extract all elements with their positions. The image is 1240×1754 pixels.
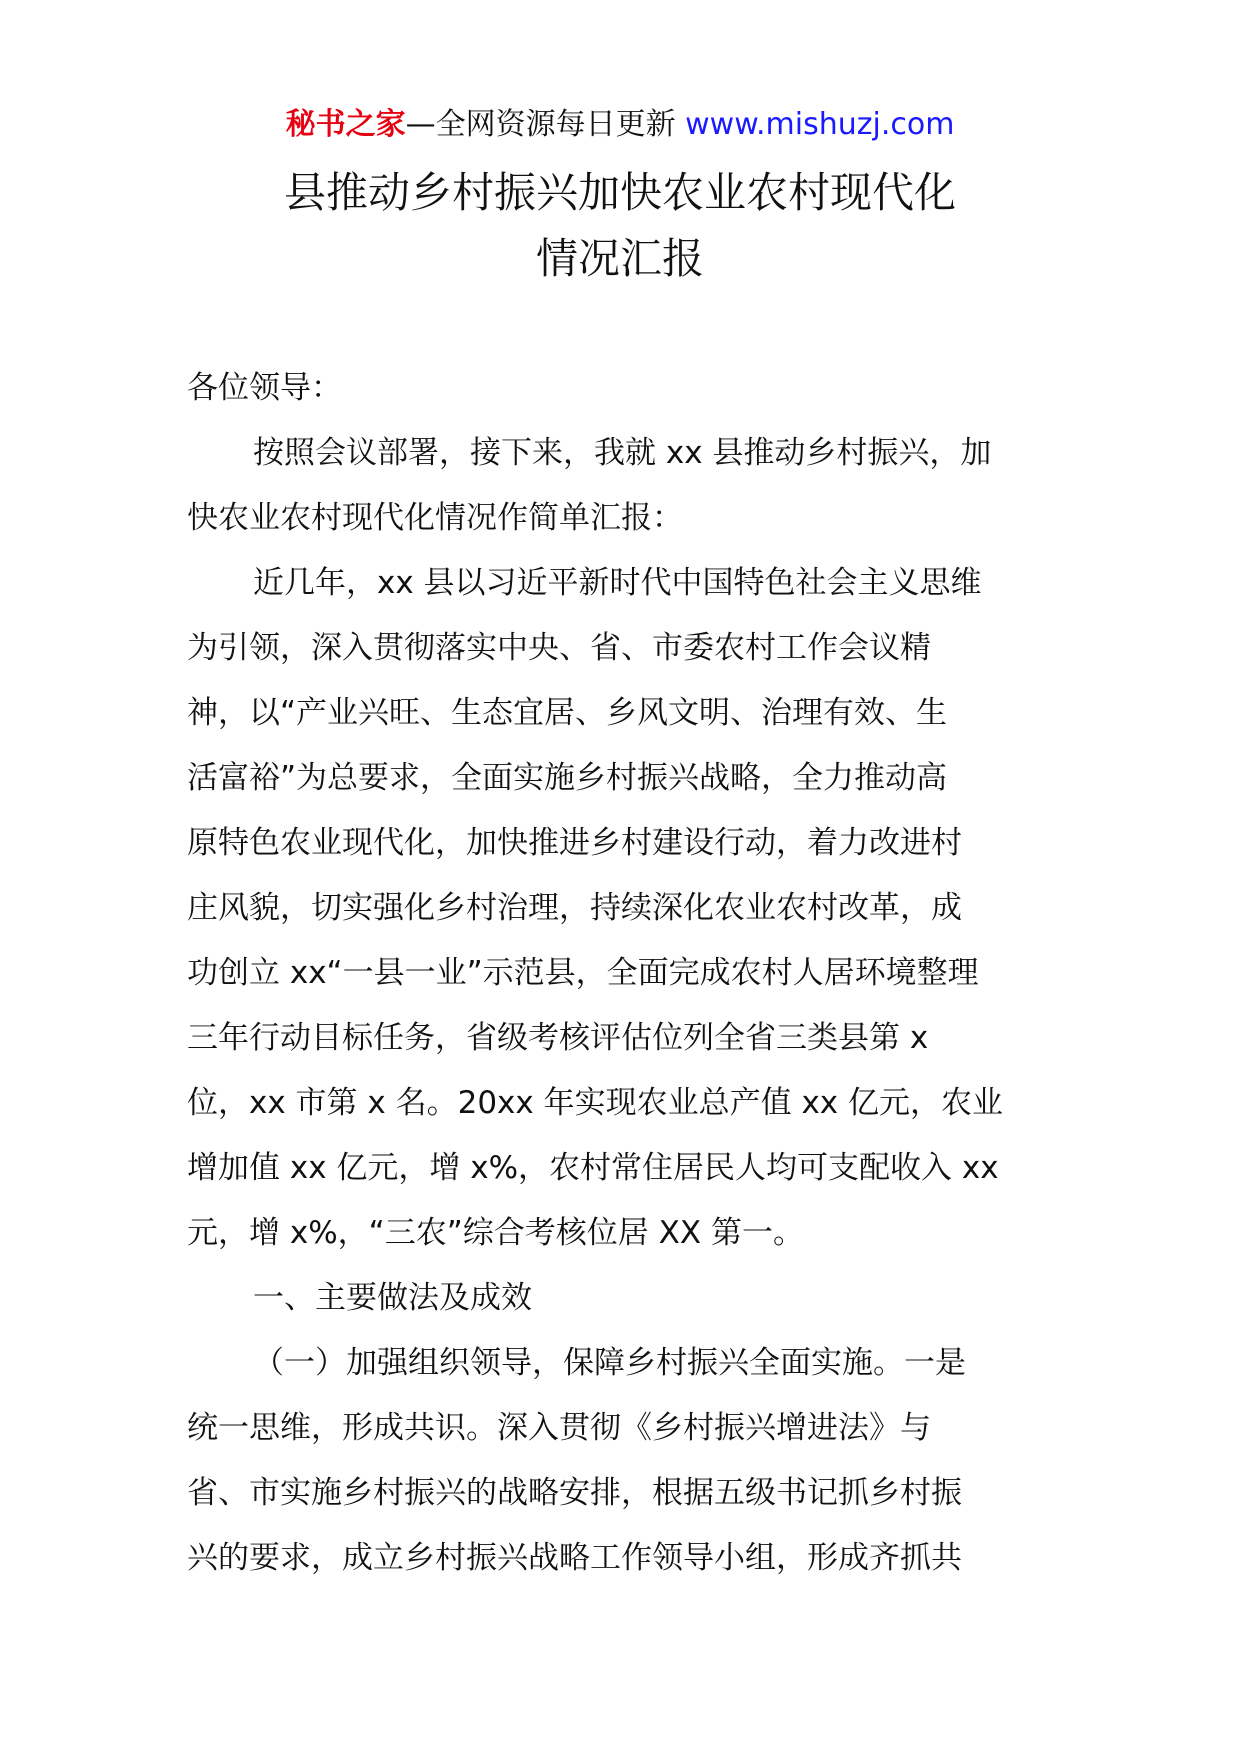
document-title-line-1: 县推动乡村振兴加快农业农村现代化 xyxy=(283,168,956,217)
document-title-line-2: 情况汇报 xyxy=(535,234,704,283)
paragraph-line: 三年行动目标任务，省级考核评估位列全省三类县第 x xyxy=(187,1020,929,1056)
document-body xyxy=(187,356,1057,1591)
paragraph-line: 元，增 x%，“三农”综合考核位居 XX 第一。 xyxy=(187,1215,804,1251)
paragraph-line: 快农业农村现代化情况作简单汇报： xyxy=(187,500,683,536)
paragraph-line: 神，以“产业兴旺、生态宜居、乡风文明、治理有效、生 xyxy=(187,695,948,731)
site-url-link[interactable]: www.mishuzj.com xyxy=(685,107,955,142)
paragraph-line: （一）加强组织领导，保障乡村振兴全面实施。一是 xyxy=(253,1345,966,1381)
paragraph-line: 功创立 xx“一县一业”示范县，全面完成农村人居环境整理 xyxy=(187,955,979,991)
paragraph-line: 近几年，xx 县以习近平新时代中国特色社会主义思维 xyxy=(253,565,982,601)
header-tagline: —全网资源每日更新 xyxy=(405,107,676,142)
paragraph-line: 增加值 xx 亿元，增 x%，农村常住居民人均可支配收入 xx xyxy=(187,1150,999,1186)
section-heading: 一、主要做法及成效 xyxy=(253,1280,532,1316)
paragraph-line: 统一思维，形成共识。深入贯彻《乡村振兴增进法》与 xyxy=(187,1410,931,1446)
paragraph-line: 位，xx 市第 x 名。20xx 年实现农业总产值 xx 亿元，农业 xyxy=(187,1085,1003,1121)
paragraph-line: 兴的要求，成立乡村振兴战略工作领导小组，形成齐抓共 xyxy=(187,1540,962,1576)
paragraph-line: 活富裕”为总要求，全面实施乡村振兴战略，全力推动高 xyxy=(187,760,948,796)
paragraph-line: 原特色农业现代化，加快推进乡村建设行动，着力改进村 xyxy=(187,825,962,861)
salutation: 各位领导： xyxy=(187,370,342,406)
brand-name: 秘书之家 xyxy=(285,107,406,142)
paragraph-line: 按照会议部署，接下来，我就 xx 县推动乡村振兴，加 xyxy=(253,435,992,471)
paragraph-line: 庄风貌，切实强化乡村治理，持续深化农业农村改革，成 xyxy=(187,890,962,926)
site-header xyxy=(0,100,1240,150)
paragraph-line: 省、市实施乡村振兴的战略安排，根据五级书记抓乡村振 xyxy=(187,1475,962,1511)
paragraph-line: 为引领，深入贯彻落实中央、省、市委农村工作会议精 xyxy=(187,630,931,666)
